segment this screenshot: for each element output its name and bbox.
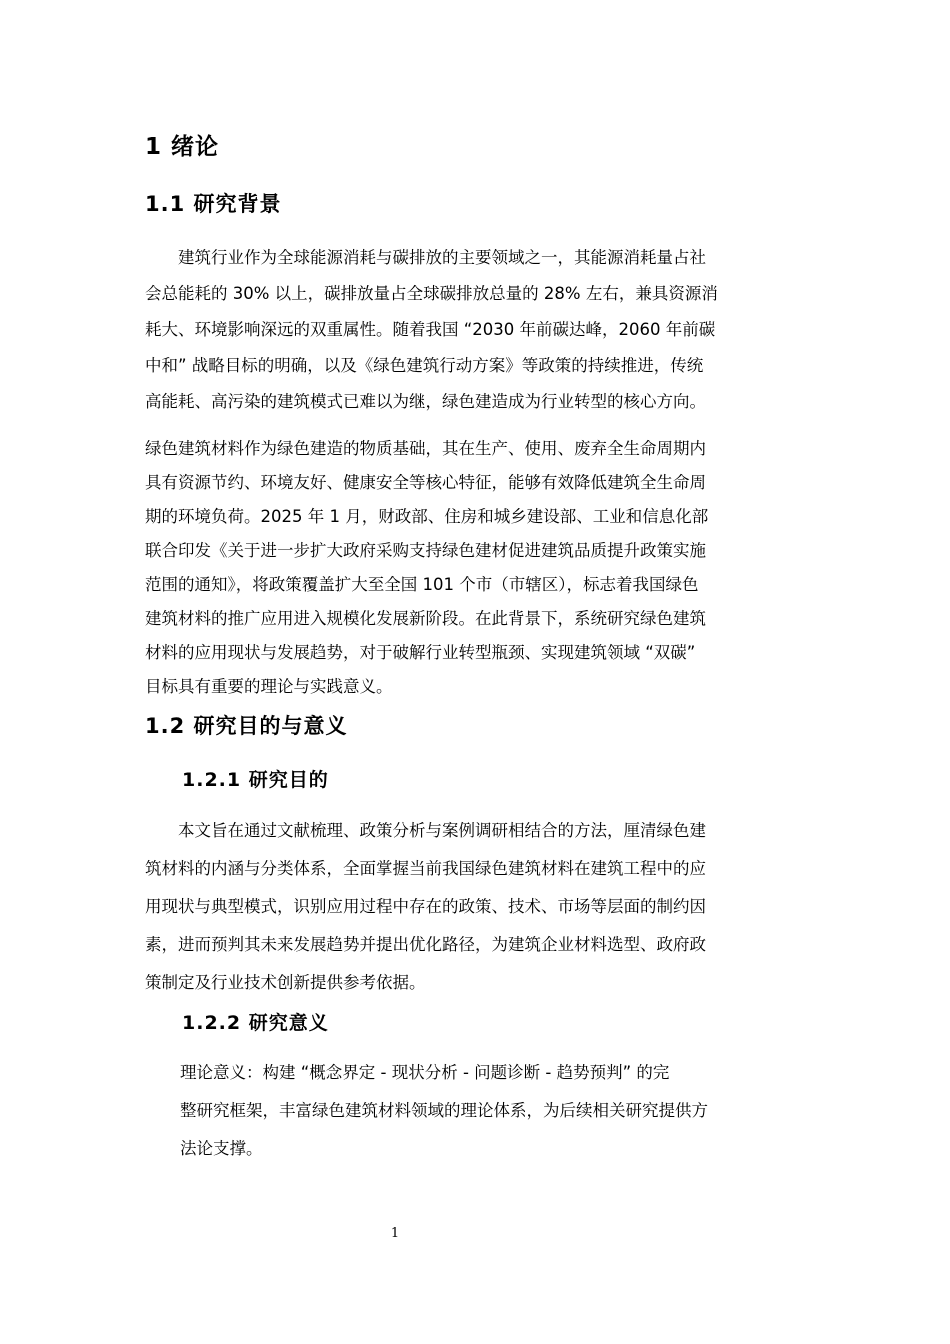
text-line: 筑材料的内涵与分类体系，全面掌握当前我国绿色建筑材料在建筑工程中的应 [145,859,706,878]
text-line: 绿色建筑材料作为绿色建造的物质基础，其在生产、使用、废弃全生命周期内 [145,439,706,458]
text-line: 耗大、环境影响深远的双重属性。随着我国 “2030 年前碳达峰，2060 年前碳 [145,320,716,339]
paragraph-research-significance [180,1054,805,1168]
text-line: 本文旨在通过文献梳理、政策分析与案例调研相结合的方法，厘清绿色建 [178,821,706,840]
text-line: 期的环境负荷。2025 年 1 月，财政部、住房和城乡建设部、工业和信息化部 [145,507,709,526]
text-line: 中和” 战略目标的明确，以及《绿色建筑行动方案》等政策的持续推进，传统 [145,356,704,375]
text-line: 具有资源节约、环境友好、健康安全等核心特征，能够有效降低建筑全生命周 [145,473,706,492]
text-line: 策制定及行业技术创新提供参考依据。 [145,973,426,992]
text-line: 建筑行业作为全球能源消耗与碳排放的主要领域之一，其能源消耗量占社 [178,248,706,267]
text-line: 范围的通知》，将政策覆盖扩大至全国 101 个市（市辖区），标志着我国绿色 [145,575,699,594]
text-line: 素，进而预判其未来发展趋势并提出优化路径，为建筑企业材料选型、政府政 [145,935,706,954]
subsection-heading-1-2-1: 1.2.1 研究目的 [182,769,329,791]
subsection-heading-1-2-2: 1.2.2 研究意义 [182,1012,329,1034]
page-number: 1 [390,1226,400,1241]
text-line: 理论意义：构建 “概念界定 - 现状分析 - 问题诊断 - 趋势预判” 的完 [180,1063,670,1082]
section-heading-1-1: 1.1 研究背景 [145,192,282,216]
paragraph-research-purpose [145,812,805,1002]
text-line: 高能耗、高污染的建筑模式已难以为继，绿色建造成为行业转型的核心方向。 [145,392,706,411]
paragraph-research-background-1 [145,240,805,420]
text-line: 材料的应用现状与发展趋势，对于破解行业转型瓶颈、实现建筑领域 “双碳” [145,643,696,662]
text-line: 会总能耗的 30% 以上，碳排放量占全球碳排放总量的 28% 左右，兼具资源消 [145,284,718,303]
text-line: 法论支撑。 [180,1139,263,1158]
paragraph-research-background-2 [145,432,805,704]
text-line: 联合印发《关于进一步扩大政府采购支持绿色建材促进建筑品质提升政策实施 [145,541,706,560]
section-heading-1-2: 1.2 研究目的与意义 [145,714,348,738]
text-line: 整研究框架，丰富绿色建筑材料领域的理论体系，为后续相关研究提供方 [180,1101,708,1120]
text-line: 用现状与典型模式，识别应用过程中存在的政策、技术、市场等层面的制约因 [145,897,706,916]
chapter-title: 1 绪论 [145,134,220,160]
text-line: 建筑材料的推广应用进入规模化发展新阶段。在此背景下，系统研究绿色建筑 [145,609,706,628]
text-line: 目标具有重要的理论与实践意义。 [145,677,393,696]
